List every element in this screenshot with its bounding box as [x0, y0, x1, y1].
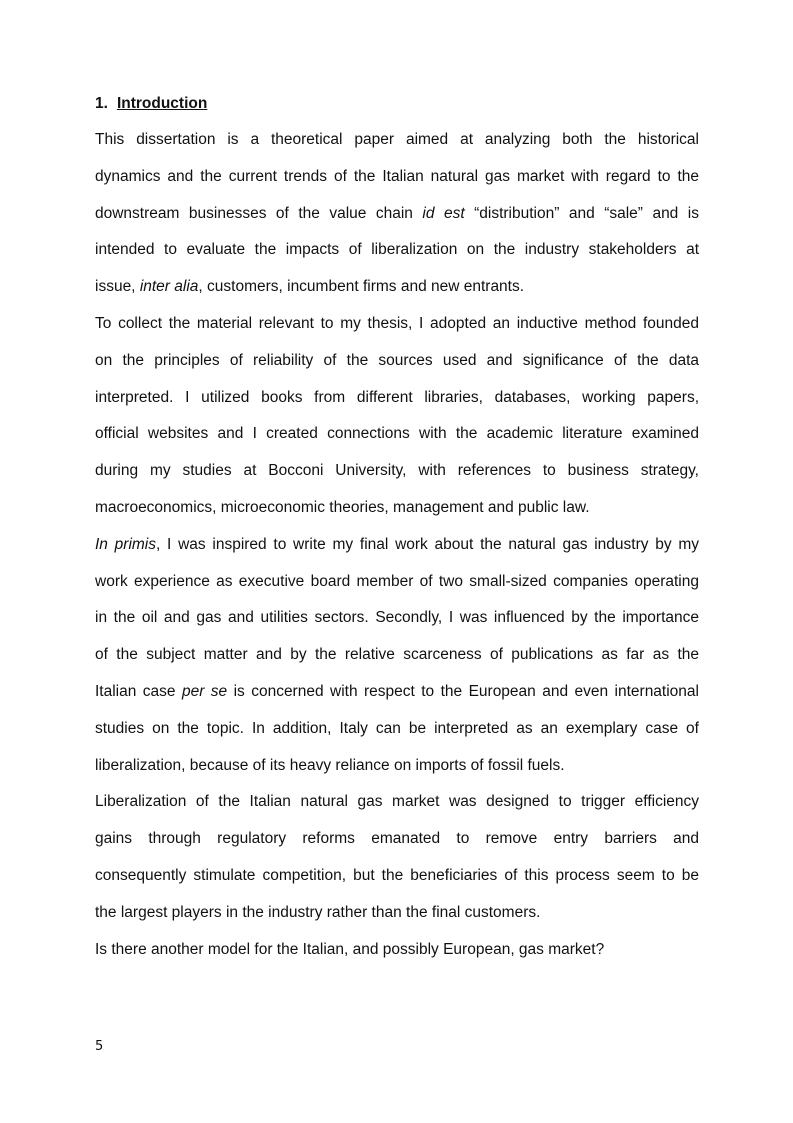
text-segment: , I was inspired to write my final work about the natural gas industry by my [156, 535, 699, 553]
section-heading [95, 94, 207, 114]
text-line [95, 306, 699, 343]
text-segment: gains through regulatory reforms emanated to remove entry barriers and [95, 830, 699, 848]
text-line [95, 748, 699, 785]
text-segment: during my studies at Bocconi University, with references to business strategy, [95, 462, 699, 480]
text-line [95, 380, 699, 417]
text-segment: of the subject matter and by the relative scarceness of publications as far as the [95, 646, 699, 664]
text-line [95, 196, 699, 233]
italic-phrase: inter alia [139, 278, 199, 296]
text-line [95, 232, 699, 269]
text-line [95, 453, 699, 490]
text-line [95, 895, 699, 932]
text-segment: macroeconomics, microeconomic theories, management and public law. [95, 498, 590, 516]
text-line [95, 674, 699, 711]
text-segment: Is there another model for the Italian, and possibly European, gas market? [95, 940, 605, 958]
text-line [95, 784, 699, 821]
text-segment: liberalization, because of its heavy reliance on imports of fossil fuels. [95, 756, 565, 774]
text-line [95, 343, 699, 380]
text-line [95, 416, 699, 453]
body-text [95, 122, 699, 968]
text-segment: issue, [95, 278, 140, 296]
text-line [95, 600, 699, 637]
text-segment: is concerned with respect to the European and even international [227, 682, 699, 700]
italic-phrase: In primis [95, 535, 156, 553]
text-segment: consequently stimulate competition, but the beneficiaries of this process seem to be [95, 866, 699, 884]
text-segment: studies on the topic. In addition, Italy can be interpreted as an exemplary case of [95, 719, 699, 737]
text-line [95, 711, 699, 748]
text-line [95, 858, 699, 895]
text-line [95, 490, 699, 527]
text-segment: interpreted. I utilized books from different libraries, databases, working papers, [95, 388, 699, 406]
text-line [95, 637, 699, 674]
text-segment: official websites and I created connections with the academic literature examined [95, 425, 699, 443]
italic-phrase: per se [181, 682, 228, 700]
text-segment: dynamics and the current trends of the Italian natural gas market with regard to the [95, 167, 699, 185]
text-segment: To collect the material relevant to my thesis, I adopted an inductive method founded [95, 314, 699, 332]
text-segment: work experience as executive board member of two small-sized companies operating [95, 572, 699, 590]
text-segment: , customers, incumbent firms and new entrants. [198, 278, 525, 296]
text-segment: downstream businesses of the value chain [95, 204, 423, 222]
text-line [95, 821, 699, 858]
italic-phrase: id est [422, 204, 465, 222]
text-segment: intended to evaluate the impacts of liberalization on the industry stakeholders at [95, 241, 699, 259]
text-line [95, 159, 699, 196]
section-number: 1. [95, 95, 108, 112]
text-segment: on the principles of reliability of the sources used and significance of the data [95, 351, 699, 369]
text-segment: Italian case [95, 682, 182, 700]
text-segment: the largest players in the industry rather than the final customers. [95, 903, 541, 921]
page-number: 5 [95, 1039, 104, 1054]
text-line [95, 269, 699, 306]
text-line [95, 122, 699, 159]
text-segment: Liberalization of the Italian natural gas market was designed to trigger efficiency [95, 793, 699, 811]
text-line [95, 564, 699, 601]
text-line [95, 932, 699, 969]
text-segment: “distribution” and “sale” and is [464, 204, 699, 222]
section-title: Introduction [116, 95, 208, 112]
text-segment: in the oil and gas and utilities sectors. Secondly, I was influenced by the importance [95, 609, 699, 627]
text-line [95, 527, 699, 564]
text-segment: This dissertation is a theoretical paper aimed at analyzing both the historical [95, 131, 699, 148]
